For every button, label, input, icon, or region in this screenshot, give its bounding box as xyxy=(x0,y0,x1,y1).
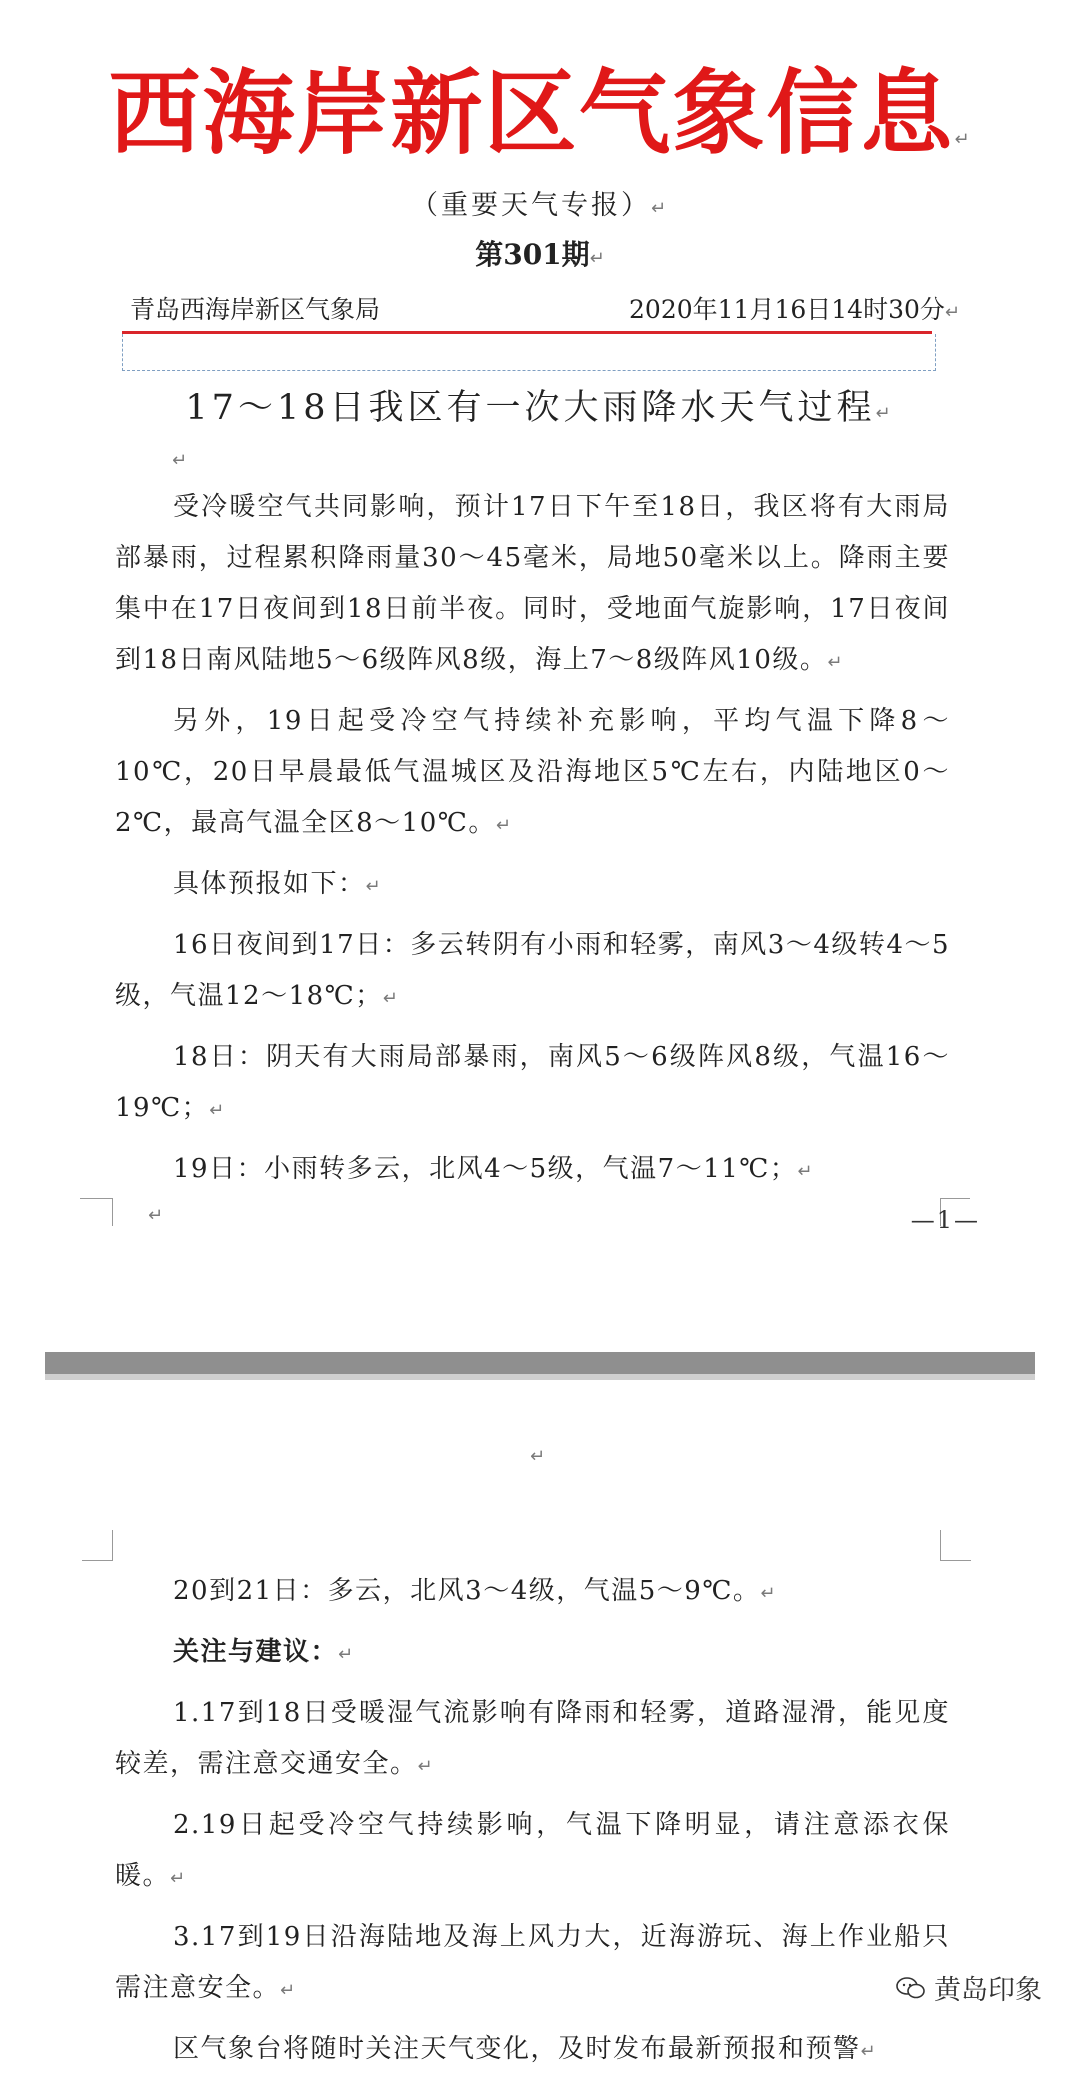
paragraph-mark: ↵ xyxy=(530,1446,546,1467)
body-text-page-1 xyxy=(115,482,950,1205)
empty-paragraph-mark: ↵ xyxy=(172,450,188,471)
page-separator xyxy=(45,1352,1035,1374)
margin-corner-mark xyxy=(112,1198,113,1226)
paragraph-mark: ↵ xyxy=(148,1205,164,1226)
issue-datetime: 2020年11月16日14时30分↵ xyxy=(629,295,960,324)
body-paragraph: 3.17到19日沿海陆地及海上风力大，近海游玩、海上作业船只需注意安全。↵ xyxy=(115,1922,950,2003)
watermark: 黄岛印象 xyxy=(896,1968,1042,2007)
body-paragraph: 16日夜间到17日：多云转阴有小雨和轻雾，南风3～4级转4～5级，气温12～18℃；↵ xyxy=(115,930,950,1011)
bulletin-title: 西海岸新区气象信息↵ xyxy=(108,59,972,167)
body-paragraph: 关注与建议：↵ xyxy=(173,1637,355,1667)
body-paragraph: 受冷暖空气共同影响，预计17日下午至18日，我区将有大雨局部暴雨，过程累积降雨量30～45毫米，局地50毫米以上。降雨主要集中在17日夜间到18日前半夜。同时，受地面气旋影响，17日夜间到18日南风陆地5～6级阵风8级，海上7～8级阵风10级。↵ xyxy=(115,492,950,675)
margin-corner-mark xyxy=(940,1198,970,1199)
margin-corner-mark xyxy=(82,1530,113,1561)
issuer-row xyxy=(130,290,960,326)
body-paragraph: 另外，19日起受冷空气持续补充影响，平均气温下降8～10℃，20日早晨最低气温城区及沿海地区5℃左右，内陆地区0～2℃，最高气温全区8～10℃。↵ xyxy=(115,706,950,838)
text-boundary-box xyxy=(122,334,936,371)
body-paragraph: 18日：阴天有大雨局部暴雨，南风5～6级阵风8级，气温16～19℃；↵ xyxy=(115,1042,950,1123)
body-paragraph: 19日：小雨转多云，北风4～5级，气温7～11℃；↵ xyxy=(173,1154,814,1184)
headline: 17～18日我区有一次大雨降水天气过程↵ xyxy=(185,388,895,428)
body-paragraph: 20到21日：多云，北风3～4级，气温5～9℃。↵ xyxy=(173,1576,778,1606)
margin-corner-mark xyxy=(80,1198,112,1227)
wechat-icon xyxy=(896,1976,926,2000)
body-text-page-2 xyxy=(115,1566,950,2085)
body-paragraph: 1.17到18日受暖湿气流影响有降雨和轻雾，道路湿滑，能见度较差，需注意交通安全。↵ xyxy=(115,1698,950,1779)
page-number: —1— xyxy=(910,1206,980,1234)
margin-corner-mark xyxy=(940,1530,971,1561)
body-paragraph: 具体预报如下：↵ xyxy=(173,869,383,899)
bulletin-subtitle: （重要天气专报）↵ xyxy=(410,190,670,221)
body-paragraph: 2.19日起受冷空气持续影响，气温下降明显，请注意添衣保暖。↵ xyxy=(115,1810,950,1891)
body-paragraph: 区气象台将随时关注天气变化，及时发布最新预报和预警↵ xyxy=(173,2034,878,2064)
issue-number: 第301期↵ xyxy=(475,238,605,271)
issuer-name: 青岛西海岸新区气象局 xyxy=(130,295,381,324)
document-page-2 xyxy=(0,1380,1080,2064)
